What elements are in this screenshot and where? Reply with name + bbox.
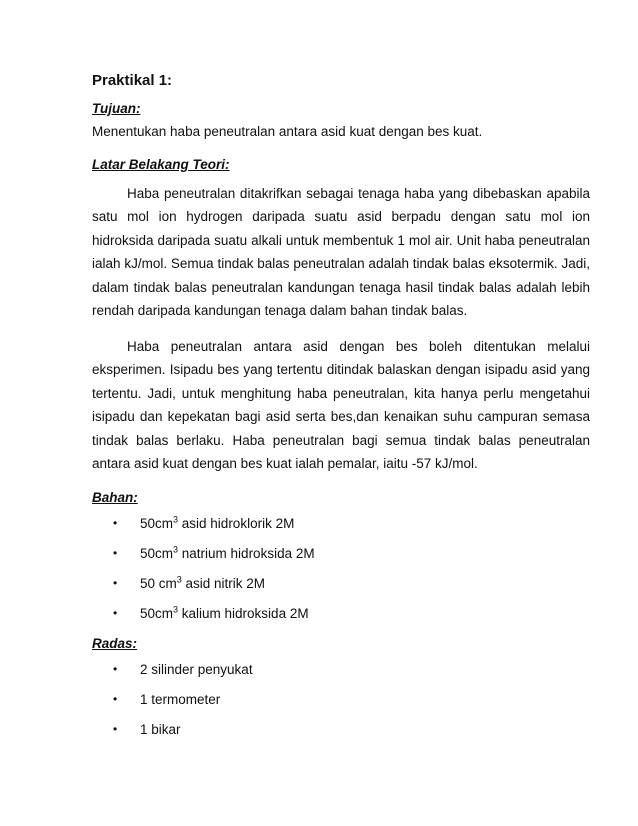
document-page — [92, 72, 590, 751]
bahan-list — [92, 515, 590, 622]
bahan-item-name: natrium hidroksida 2M — [178, 545, 315, 561]
bahan-list-item — [113, 545, 590, 562]
radas-item-text: 1 bikar — [140, 721, 181, 737]
radas-list-item — [113, 691, 590, 708]
bahan-item-amount: 50cm — [140, 605, 174, 621]
bahan-list-item — [113, 575, 590, 592]
radas-heading: Radas: — [92, 635, 138, 651]
radas-list — [92, 661, 590, 738]
bullet-icon: • — [113, 515, 118, 530]
bahan-item-amount: 50cm — [140, 515, 174, 531]
tujuan-heading: Tujuan: — [92, 101, 141, 116]
bahan-item-name: asid hidroklorik 2M — [178, 515, 295, 531]
latar-paragraph-2: Haba peneutralan antara asid dengan bes boleh ditentukan melalui eksperimen. Isipadu bes yang tertentu ditindak balaskan dengan isipadu asid yang tertentu. Jadi, untuk menghitung haba peneutralan, kita hanya perlu mengetahui isipadu dan kepekatan bagi asid serta bes,dan kenaikan suhu campuran semasa tindak balas berlaku. Haba peneutralan bagi semua tindak balas peneutralan antara asid kuat dengan bes kuat ialah pemalar, iaitu -57 kJ/mol. — [92, 338, 590, 471]
bahan-item-amount: 50 cm — [140, 575, 177, 591]
bullet-icon: • — [113, 545, 118, 560]
bahan-item-superscript: 3 — [176, 574, 182, 584]
bahan-item-amount: 50cm — [140, 545, 174, 561]
tujuan-text: Menentukan haba peneutralan antara asid kuat dengan bes kuat. — [92, 124, 483, 139]
bahan-heading: Bahan: — [92, 489, 138, 505]
radas-list-item — [113, 721, 590, 738]
bullet-icon: • — [113, 605, 118, 620]
radas-item-text: 2 silinder penyukat — [140, 661, 253, 677]
bahan-item-name: asid nitrik 2M — [181, 575, 266, 591]
radas-list-item — [113, 661, 590, 678]
bullet-icon: • — [113, 575, 118, 590]
latar-paragraph-1: Haba peneutralan ditakrifkan sebagai tenaga haba yang dibebaskan apabila satu mol ion hydrogen daripada suatu asid berpadu dengan satu mol ion hidroksida daripada suatu alkali untuk membentuk 1 mol air. Unit haba peneutralan ialah kJ/mol. Semua tindak balas peneutralan adalah tindak balas eksotermik. Jadi, dalam tindak balas peneutralan kandungan tenaga hasil tindak balas adalah lebih rendah daripada kandungan tenaga dalam bahan tindak balas. — [92, 185, 590, 318]
bullet-icon: • — [113, 721, 118, 736]
page-title: Praktikal 1: — [92, 72, 173, 89]
bahan-item-name: kalium hidroksida 2M — [178, 605, 309, 621]
bahan-list-item — [113, 605, 590, 622]
bahan-item-superscript: 3 — [173, 604, 179, 614]
latar-heading: Latar Belakang Teori: — [92, 156, 230, 172]
bullet-icon: • — [113, 691, 118, 706]
bahan-list-item — [113, 515, 590, 532]
bahan-item-superscript: 3 — [173, 514, 179, 524]
bahan-item-superscript: 3 — [173, 544, 179, 554]
radas-item-text: 1 termometer — [140, 691, 221, 707]
bullet-icon: • — [113, 661, 118, 676]
